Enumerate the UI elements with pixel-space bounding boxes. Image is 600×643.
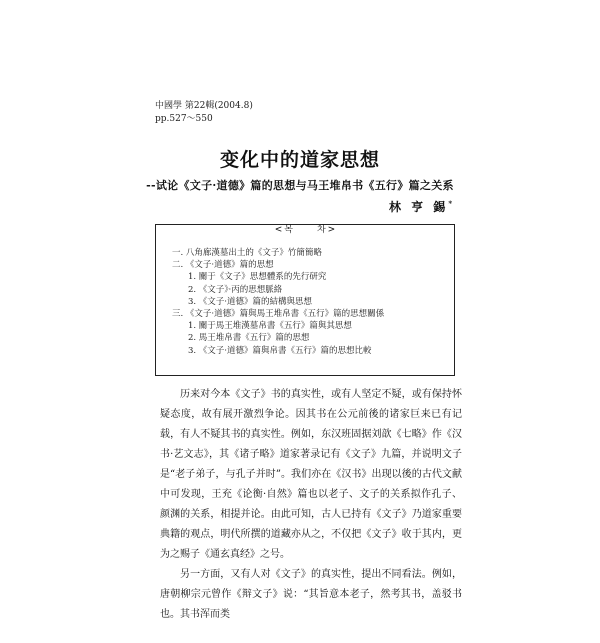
- author-name-text: 林 亨 錫: [388, 200, 449, 214]
- toc-section-item: 一. 八角廊漢墓出土的《文子》竹簡簡略: [172, 248, 322, 258]
- toc-subsection-item: 3. 《文子·道德》篇的結構與思想: [188, 296, 313, 307]
- journal-pages: pp.527～550: [155, 114, 213, 124]
- table-of-contents: [155, 224, 455, 376]
- toc-heading-wrap: [156, 217, 456, 236]
- toc-section-item: 三. 《文子·道德》篇與馬王堆帛書《五行》篇的思想關係: [172, 309, 385, 320]
- toc-subsection-item: 2. 《文子》·丙的思想脈絡: [188, 284, 283, 295]
- author-name: [389, 198, 452, 215]
- toc-section-item: 二. 《文子·道德》篇的思想: [172, 260, 274, 271]
- toc-list: [166, 247, 451, 357]
- toc-subsection-item: 3. 《文子·道德》篇與帛書《五行》篇的思想比較: [188, 345, 372, 356]
- journal-volume: 中國學 第22輯(2004.8): [155, 101, 253, 111]
- paper-subtitle: --试论《文子·道德》篇的思想与马王堆帛书《五行》篇之关系: [146, 179, 454, 192]
- author-footnote-mark: *: [448, 199, 452, 208]
- body-paragraph: 历来对今本《文子》书的真实性，或有人坚定不疑，或有保持怀疑态度，故有展开激烈争论。因其书在公元前後的诸家巨来已有记载，有人不疑其书的真实性。例如，东汉班固据刘歆《七略》作《汉书·艺文志》，其《诸子略》道家著录记有《文子》九篇，并说明文子是“老子弟子，与孔子并时”。我们亦在《汉书》出现以後的古代文献中可发现，王充《论衡·自然》篇也以老子、文子的关系拟作孔子、颜渊的关系，相提并论。由此可知，古人已持有《文子》乃道家重要典籍的观点，明代所撰的道藏亦从之，不仅把《文子》收于其内，更为之赐子《通玄真经》之号。: [160, 389, 462, 560]
- toc-subsection-item: 1. 關于《文子》思想體系的先行研究: [188, 272, 327, 283]
- toc-heading: <목 차>: [269, 225, 343, 235]
- body-text: [160, 385, 462, 625]
- toc-subsection-item: 1. 關于馬王堆漢墓帛書《五行》篇與其思想: [188, 321, 352, 332]
- toc-subsection-item: 2. 馬王堆帛書《五行》篇的思想: [188, 333, 310, 344]
- body-paragraph: 另一方面，又有人对《文子》的真实性，提出不同看法。例如，唐朝柳宗元曾作《辩文子》说：“其旨意本老子，然考其书，盖驳书也。其书浑而类: [160, 569, 462, 620]
- journal-citation: [155, 100, 253, 126]
- paper-title: 变化中的道家思想: [219, 149, 380, 171]
